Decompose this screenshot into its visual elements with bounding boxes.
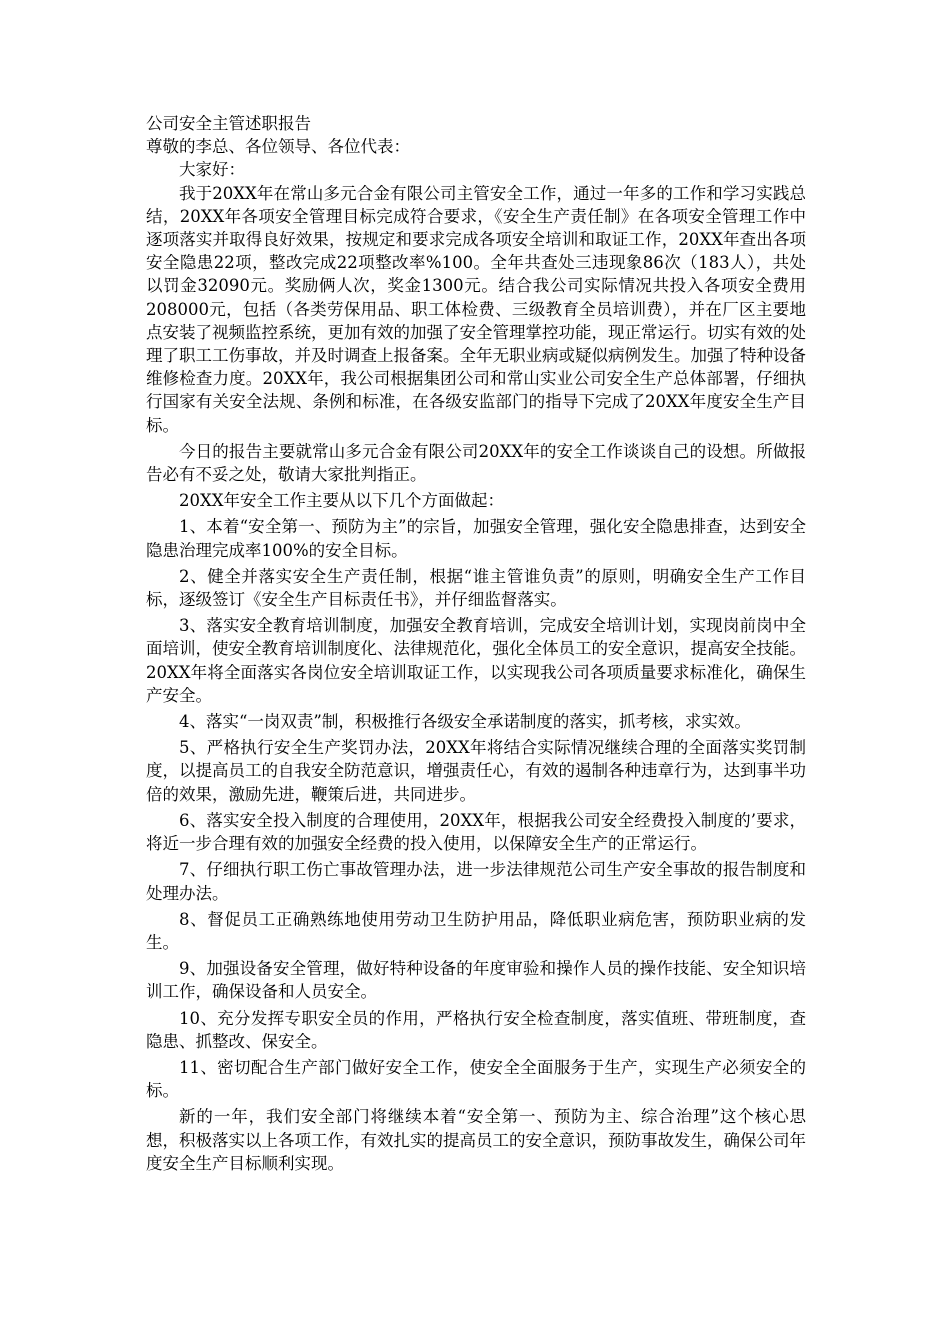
- list-item: 9、加强设备安全管理，做好特种设备的年度审验和操作人员的操作技能、安全知识培训工作，确保设备和人员安全。: [146, 959, 806, 1002]
- list-item: 10、充分发挥专职安全员的作用，严格执行安全检查制度，落实值班、带班制度，查隐患、抓整改、保安全。: [146, 1008, 806, 1051]
- paragraph-closing: 新的一年，我们安全部门将继续本着“安全第一、预防为主、综合治理”这个核心思想，积极落实以上各项工作，有效扎实的提高员工的安全意识，预防事故发生，确保公司年度安全生产目标顺利实现。: [146, 1107, 806, 1173]
- document-title: 公司安全主管述职报告: [146, 114, 311, 133]
- list-item: 1、本着“安全第一、预防为主”的宗旨，加强安全管理，强化安全隐患排查，达到安全隐患治理完成率100%的安全目标。: [146, 517, 806, 560]
- greeting: 大家好：: [179, 160, 245, 180]
- list-item: 2、健全并落实安全生产责任制，根据“谁主管谁负责”的原则，明确安全生产工作目标，逐级签订《安全生产目标责任书》，并仔细监督落实。: [146, 566, 806, 610]
- salutation: 尊敬的李总、各位领导、各位代表：: [146, 137, 410, 157]
- list-item: 3、落实安全教育培训制度，加强安全教育培训，完成安全培训计划，实现岗前岗中全面培训，使安全教育培训制度化、法律规范化，强化全体员工的安全意识，提高安全技能。20XX年将全面落实各岗位安全培训取证工作，以实现我公司各项质量要求标准化，确保生产安全。: [146, 616, 806, 705]
- list-item: 5、严格执行安全生产奖罚办法，20XX年将结合实际情况继续合理的全面落实奖罚制度，以提高员工的自我安全防范意识，增强责任心，有效的遏制各种违章行为，达到事半功倍的效果，激励先进，鞭策后进，共同进步。: [146, 738, 806, 804]
- list-item: 6、落实安全投入制度的合理使用，20XX年，根据我公司安全经费投入制度的’要求，将近一步合理有效的加强安全经费的投入使用，以保障安全生产的正常运行。: [146, 810, 806, 854]
- document-page: [146, 112, 806, 1178]
- list-item: 4、落实“一岗双责”制，积极推行各级安全承诺制度的落实，抓考核，求实效。: [179, 712, 751, 732]
- list-item: 8、督促员工正确熟练地使用劳动卫生防护用品，降低职业病危害，预防职业病的发生。: [146, 909, 806, 952]
- paragraph-intro: 今日的报告主要就常山多元合金有限公司20XX年的安全工作谈谈自己的设想。所做报告必有不妥之处，敬请大家批判指正。: [146, 441, 806, 485]
- paragraph-summary: 我于20XX年在常山多元合金有限公司主管安全工作，通过一年多的工作和学习实践总结，20XX年各项安全管理目标完成符合要求，《安全生产责任制》在各项安全管理工作中逐项落实并取得良好效果，按规定和要求完成各项安全培训和取证工作，20XX年查出各项安全隐患22项，整改完成22项整改率%100。全年共查处三违现象86次（183人），共处以罚金32090元。奖励俩人次，奖金1300元。结合我公司实际情况共投入各项安全费用208000元，包括（各类劳保用品、职工体检费、三级教育全员培训费），并在厂区主要地点安装了视频监控系统，更加有效的加强了安全管理掌控功能，现正常运行。切实有效的处理了职工工伤事故，并及时调查上报备案。全年无职业病或疑似病例发生。加强了特种设备维修检查力度。20XX年，我公司根据集团公司和常山实业公司安全生产总体部署，仔细执行国家有关安全法规、条例和标准，在各级安监部门的指导下完成了20XX年度安全生产目标。: [146, 183, 806, 435]
- paragraph-plan-heading: 20XX年安全工作主要从以下几个方面做起：: [179, 491, 504, 511]
- list-item: 11、密切配合生产部门做好安全工作，使安全全面服务于生产，实现生产必须安全的标。: [146, 1057, 806, 1101]
- list-item: 7、仔细执行职工伤亡事故管理办法，进一步法律规范公司生产安全事故的报告制度和处理办法。: [146, 860, 806, 903]
